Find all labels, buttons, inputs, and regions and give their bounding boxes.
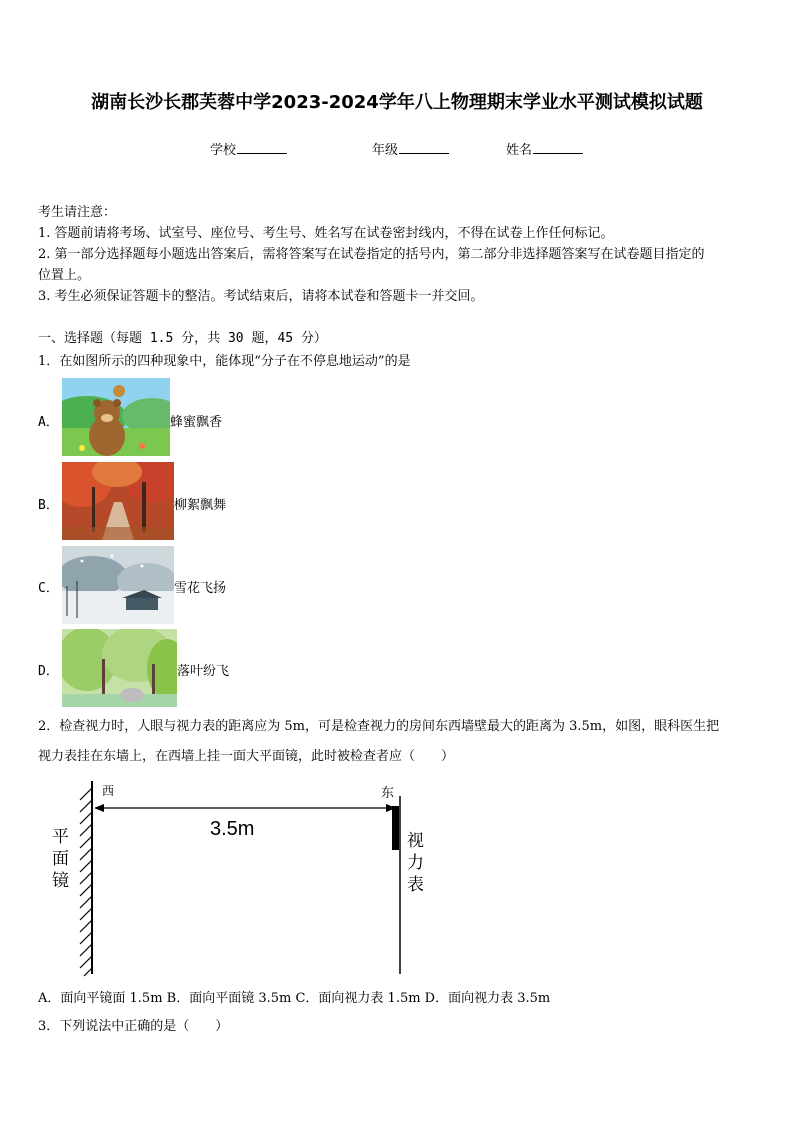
option-a-text: 蜂蜜飘香 (170, 415, 223, 430)
question-2-options: A．面向平镜面 1.5m B．面向平面镜 3.5m C．面向视力表 1.5m D．面向视力表 3.5m (38, 991, 551, 1006)
name-label: 姓名 (506, 143, 533, 158)
mirror-label-char: 平 (52, 827, 69, 847)
option-d-letter: D． (38, 664, 59, 679)
grade-field (372, 139, 449, 158)
mirror-label-char: 镜 (52, 871, 69, 891)
name-blank (533, 141, 583, 154)
option-b-image (62, 462, 174, 540)
distance-label: 3.5m (210, 818, 255, 840)
name-field (506, 139, 583, 158)
question-1-stem: 1．在如图所示的四种现象中，能体现“分子在不停息地运动”的是 (38, 354, 411, 369)
section-heading: 一、选择题（每题 1.5 分，共 30 题，45 分） (38, 331, 327, 346)
q2-diagram (50, 778, 450, 978)
exam-title: 湖南长沙长郡芙蓉中学2023-2024学年八上物理期末学业水平测试模拟试题 (91, 92, 703, 113)
notice-item: 3. 考生必须保证答题卡的整洁。考试结束后，请将本试卷和答题卡一并交回。 (38, 289, 484, 304)
chart-label-char: 力 (407, 853, 424, 873)
option-c-letter: C． (38, 581, 59, 596)
eye-chart (392, 806, 399, 850)
school-blank (237, 141, 287, 154)
option-b-text: 柳絮飘舞 (174, 498, 227, 513)
question-2-stem-line2: 视力表挂在东墙上，在西墙上挂一面大平面镜，此时被检查者应（ ） (38, 749, 455, 764)
question-3-stem: 3．下列说法中正确的是（ ） (38, 1019, 229, 1034)
notice-item: 位置上。 (38, 268, 91, 283)
exam-notice (38, 202, 763, 307)
chart-label-char: 视 (407, 831, 424, 851)
option-d-image (62, 629, 177, 707)
grade-label: 年级 (372, 143, 399, 158)
option-c-image (62, 546, 174, 624)
option-a-image (62, 378, 170, 456)
school-field (210, 139, 287, 158)
question-2-stem-line1: 2．检查视力时，人眼与视力表的距离应为 5m，可是检查视力的房间东西墙壁最大的距离为 3.5m，如图，眼科医生把 (38, 719, 720, 734)
notice-item: 1. 答题前请将考场、试室号、座位号、考生号、姓名写在试卷密封线内，不得在试卷上作任何标记。 (38, 226, 614, 241)
school-label: 学校 (210, 143, 237, 158)
chart-label (407, 830, 424, 896)
option-d-text: 落叶纷飞 (177, 664, 230, 679)
notice-item: 2. 第一部分选择题每小题选出答案后，需将答案写在试卷指定的括号内，第二部分非选择题答案写在试卷题目指定的 (38, 247, 705, 262)
notice-heading: 考生请注意： (38, 205, 117, 220)
option-c-text: 雪花飞扬 (174, 581, 227, 596)
west-label: 西 (102, 784, 115, 798)
grade-blank (399, 141, 449, 154)
mirror-hatching (80, 788, 92, 976)
mirror-label (52, 826, 69, 892)
option-a-letter: A． (38, 415, 59, 430)
option-b-letter: B． (38, 498, 59, 513)
east-label: 东 (381, 786, 395, 801)
chart-label-char: 表 (407, 875, 424, 895)
mirror-label-char: 面 (52, 849, 69, 869)
